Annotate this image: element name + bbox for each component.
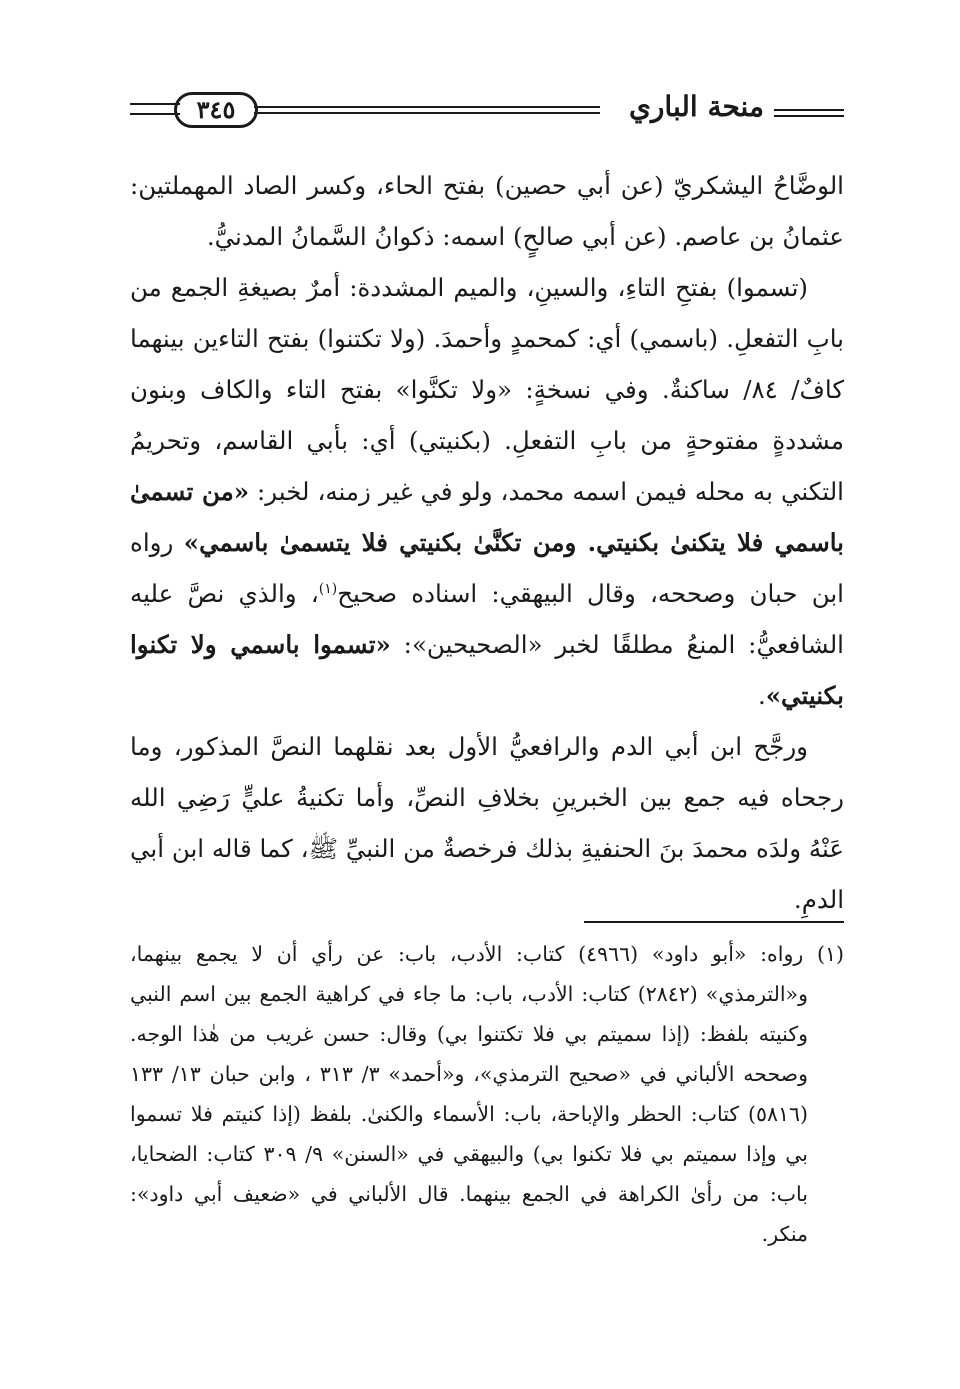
text-run: رواه ابن حبان وصححه، وقال البيهقي: اسناده صحيح (130, 528, 844, 608)
text-run: . (757, 681, 766, 710)
footnote-area (130, 934, 844, 1254)
footnote-reference[interactable]: (١) (318, 580, 338, 597)
running-title: منحة الباري (628, 90, 764, 123)
text-run: ، والذي نصَّ عليه الشافعيُّ: المنعُ مطلقًا لخبر «الصحيحين»: (130, 579, 844, 659)
header-rule (130, 103, 180, 115)
header-rule (254, 106, 600, 114)
page-number: ٣٤٥ (174, 92, 258, 128)
footnote: (١) رواه: «أبو داود» (٤٩٦٦) كتاب: الأدب، باب: عن رأي أن لا يجمع بينهما، و«الترمذي» (٢٨٤٢) كتاب: الأدب، باب: ما جاء في كراهية الجمع بين اسم النبي وكنيته بلفظ: (إذا سميتم بي فلا تكتنوا بي) وقال: حسن غريب من هٰذا الوجه. وصححه الألباني في «صحيح الترمذي»، و«أحمد» ٣/ ٣١٣ ، وابن حبان ١٣/ ١٣٣ (٥٨١٦) كتاب: الحظر والإباحة، باب: الأسماء والكنىٰ. بلفظ (إذا كنيتم فلا تسموا بي وإذا سميتم بي فلا تكنوا بي) والبيهقي في «السنن» ٩/ ٣٠٩ كتاب: الضحايا، باب: من رأىٰ الكراهة في الجمع بينهما. قال الألباني في «ضعيف أبي داود»: منكر. (130, 942, 844, 1246)
footnote-separator (584, 921, 844, 923)
paragraph: ورجَّح ابن أبي الدم والرافعيُّ الأول بعد نقلهما النصَّ المذكور، وما رجحاه فيه جمع بين الخبرينِ بخلافِ النصِّ، وأما تكنيةُ عليٍّ رَضِي الله عَنْهُ ولدَه محمدَ بنَ الحنفيةِ بذلك فرخصةٌ من النبيِّ ﷺ، كما قاله ابن أبي الدمِ. (130, 732, 844, 914)
page-header (130, 88, 844, 140)
paragraph (130, 262, 844, 721)
paragraph: الوضَّاحُ اليشكريّ (عن أبي حصين) بفتح الحاء، وكسر الصاد المهملتين: عثمانُ بن عاصم. (عن أبي صالحٍ) اسمه: ذكوانُ السَّمانُ المدنيُّ. (130, 171, 844, 251)
hadith-quote: «من تسمىٰ باسمي فلا يتكنىٰ بكنيتي. ومن تكنَّىٰ بكنيتي فلا يتسمىٰ باسمي» (130, 477, 845, 557)
hadith-quote: «تسموا باسمي ولا تكنوا بكنيتي» (130, 630, 844, 710)
main-text (130, 160, 844, 925)
header-rule (774, 109, 844, 117)
text-run: (تسموا) بفتحِ التاءِ، والسينِ، والميم المشددة: أمرٌ بصيغةِ الجمع من بابِ التفعلِ. (باسمي) أي: كمحمدٍ وأحمدَ. (ولا تكتنوا) بفتح التاءين بينهما كافٌ/ ٨٤/ ساكنةٌ. وفي نسخةٍ: «ولا تكنَّوا» بفتح التاء والكاف وبنون مشددةٍ مفتوحةٍ من بابِ التفعلِ. (بكنيتي) أي: بأبي القاسم، وتحريمُ التكني به محله فيمن اسمه محمد، ولو في غير زمنه، لخبر: (130, 273, 844, 506)
